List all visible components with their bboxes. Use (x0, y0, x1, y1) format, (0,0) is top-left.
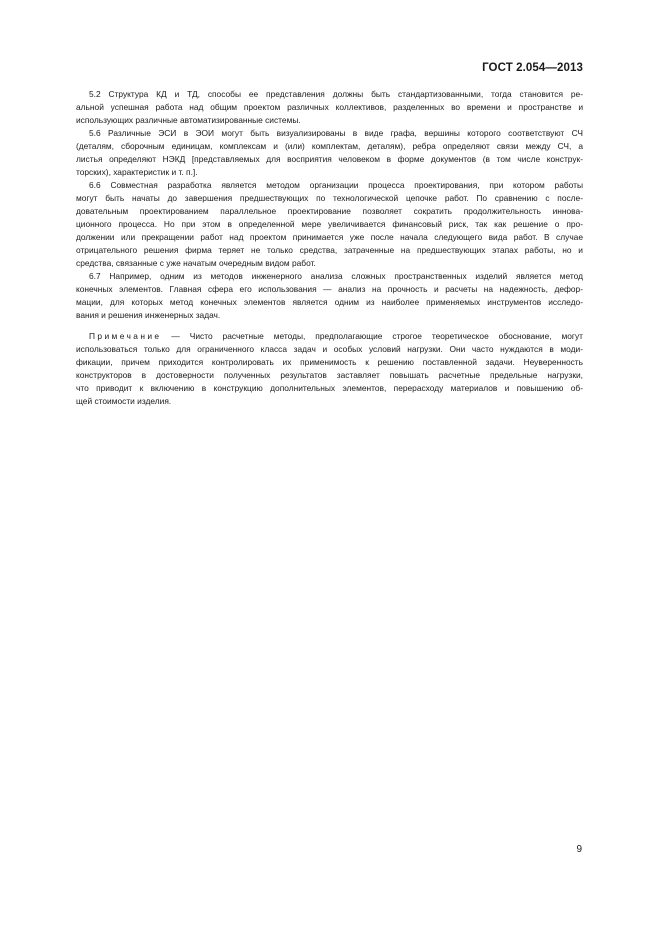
text-line: довательным проектированием параллельное проектирование позволяет сократить продолжительность иннова- (76, 206, 583, 216)
document-code-header: ГОСТ 2.054—2013 (482, 62, 583, 74)
note-dash: — (161, 331, 190, 341)
text-line: должении или прекращении работ над проектом принимается уже после начала следующего вида работ. В случае (76, 232, 583, 242)
text-line: отрицательного решения фирма теряет не только средства, затраченные на предшествующих этапах работы, но и (76, 245, 583, 255)
text-line: могут быть начаты до завершения предшествующих по технологической цепочке работ. По сравнению с после- (76, 193, 583, 203)
text-line: 5.6 Различные ЭСИ в ЭОИ могут быть визуализированы в виде графа, вершины которого соответствуют СЧ (89, 128, 583, 138)
paragraph-5-2 (76, 88, 583, 127)
text-line: 6.7 Например, одним из методов инженерного анализа сложных пространственных изделий является метод (89, 271, 583, 281)
note-block (76, 330, 583, 408)
text-line: конструкторов в достоверности полученных результатов заставляет повышать расчетные предельные нагрузки, (76, 370, 583, 380)
text-line: мации, для которых метод конечных элементов является одним из наиболее применяемых инструментов исследо- (76, 297, 583, 307)
text-line: (деталям, сборочным единицам, комплексам и (или) комплектам, деталям), ребра определяют связи между СЧ, а (76, 141, 583, 151)
text-line: использующих различные автоматизированные системы. (76, 115, 301, 125)
text-line: ционного процесса. Но при этом в определенной мере увеличивается финансовый риск, так как решение о про- (76, 219, 583, 229)
paragraph-6-7 (76, 270, 583, 322)
document-body (76, 88, 583, 408)
paragraph-5-6 (76, 127, 583, 179)
text-line: средства, связанные с уже начатым очередным видом работ. (76, 258, 316, 268)
text-line: листья определяют НЭКД [представляемых для восприятия человеком в форме документов (в том числе конструк- (76, 154, 583, 164)
note-first-line-text: Чисто расчетные методы, предполагающие строгое теоретическое обоснование, могут (189, 331, 583, 341)
text-line: конечных элементов. Главная сфера его использования — анализ на прочность и расчеты на надежность, дефор- (76, 284, 583, 294)
paragraph-6-6 (76, 179, 583, 270)
note-label: Примечание (89, 331, 162, 341)
text-line: щей стоимости изделия. (76, 396, 172, 406)
text-line: торских), характеристик и т. п.]. (76, 167, 198, 177)
text-line: использоваться только для ограниченного класса задач и особых условий нагрузки. Они часто нуждаются в моди- (76, 344, 583, 354)
text-line: 5.2 Структура КД и ТД, способы ее представления должны быть стандартизованными, тогда становится ре- (89, 89, 583, 99)
text-line: альной успешная работа над общим проектом различных коллективов, разделенных во времени и пространстве и (76, 102, 583, 112)
text-line: вания и решения инженерных задач. (76, 310, 221, 320)
page-number: 9 (576, 844, 582, 855)
text-line: что приводит к включению в конструкцию дополнительных элементов, перерасходу материалов и повышению об- (76, 383, 583, 393)
text-line: фикации, причем приходится контролировать их применимость к решению поставленной задачи. Неуверенность (76, 357, 583, 367)
text-line: 6.6 Совместная разработка является методом организации процесса проектирования, при котором работы (89, 180, 583, 190)
note-first-line (76, 330, 583, 343)
